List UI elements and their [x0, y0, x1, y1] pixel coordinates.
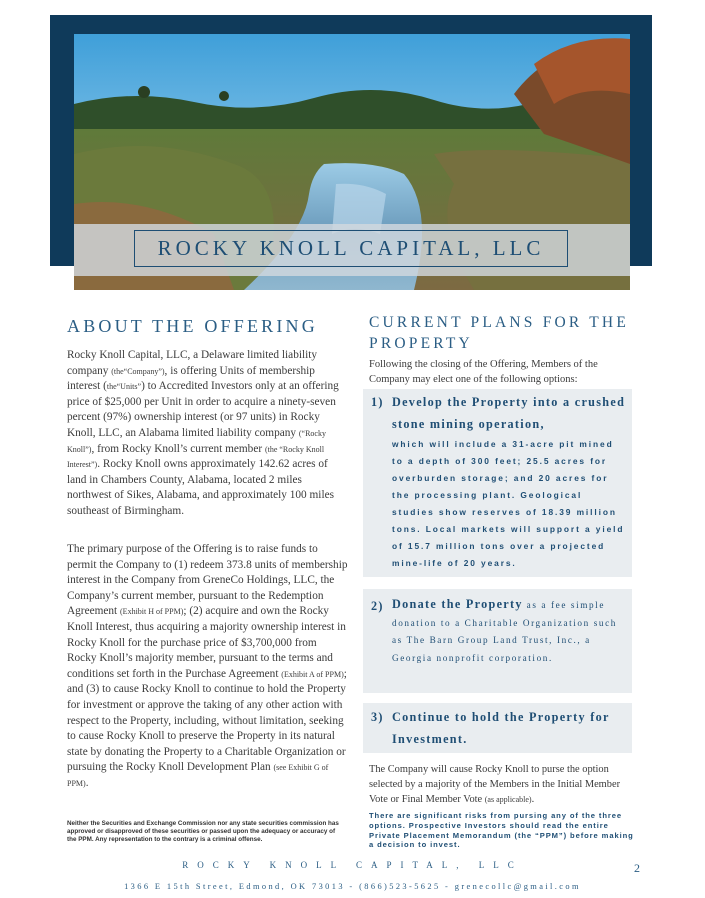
company-title: ROCKY KNOLL CAPITAL, LLC	[134, 230, 568, 267]
vote-paragraph	[369, 762, 634, 807]
text-run: ) to Accredited Investors only at an offering price of $25,000 per Unit in order to acquire a ninety-seven percent (97%) ownership interest (or 97 units) in Rocky Knoll, LLC, an Alabama limited liability company	[67, 380, 339, 439]
vote-note: (as applicable)	[484, 795, 532, 804]
inline-note: (the “Rocky Knoll Interest”)	[67, 444, 325, 470]
text-run: The primary purpose of the Offering is to raise funds to permit the Company to (1) redeem 373.8 units of membership interest in the Company from GreneCo Holdings, LLC, the Company’s current member, pursuant to the Redemption Agreement	[67, 543, 348, 618]
footer-company-name: ROCKY KNOLL CAPITAL, LLC	[182, 860, 523, 870]
risk-statement: There are significant risks from pursing any of the three options. Prospective Investors should read the entire Private Placement Memorandum (the “PPM”) before making a decision to invest.	[369, 811, 634, 850]
option-description-text: as a fee simple donation to a Charitable Organization such as The Barn Group Land Trust, Inc., a Georgia nonprofit corporation.	[392, 600, 617, 663]
inline-note: (Exhibit A of PPM)	[281, 669, 344, 679]
plans-intro: Following the closing of the Offering, Members of the Company may elect one of the following options:	[369, 359, 598, 385]
about-paragraph-1	[67, 348, 349, 520]
text-run: . Rocky Knoll owns approximately 142.62 acres of land in Chambers County, Alabama, located 2 miles northwest of Sikes, Alabama, and approximately 100 miles southeast of Birmingham.	[67, 458, 334, 517]
sec-disclaimer: Neither the Securities and Exchange Commission nor any state securities commission has approved or disapproved of these securities or passed upon the adequacy or accuracy of the PPM. Any representation to the contrary is a criminal offense.	[67, 820, 339, 843]
inline-note: (see Exhibit G of PPM)	[67, 763, 329, 788]
option-number: 1)	[371, 395, 384, 409]
page-number: 2	[634, 861, 640, 875]
text-run: ; and (3) to cause Rocky Knoll to continue to hold the Property for investment or approve the taking of any other action with respect to the Property, including, without limitation, seeking to cause Rocky Knoll to preserve the Property in its natural state by donating the Property to a Charitable Organization or pursuing the Rocky Knoll Development Plan	[67, 667, 347, 774]
inline-note: (“Rocky Knoll”)	[67, 428, 326, 454]
about-heading: ABOUT THE OFFERING	[67, 316, 318, 336]
option-title: Develop the Property into a crushed stone mining operation,	[392, 395, 626, 431]
inline-note: (the“Company”)	[111, 366, 165, 376]
option-description	[392, 596, 628, 667]
option-2-box	[363, 589, 632, 693]
text-run: Rocky Knoll Capital, LLC, a Delaware limited liability company	[67, 349, 318, 377]
plans-heading: CURRENT PLANS FOR THE PROPERTY	[369, 314, 629, 352]
about-paragraph-2	[67, 542, 349, 792]
option-3-box	[363, 703, 632, 753]
inline-note: the“Units”	[106, 382, 142, 392]
text-run: , is offering Units of membership interest (	[67, 364, 315, 393]
option-description: which will include a 31-acre pit mined to a depth of 300 feet; 25.5 acres for overburden storage; and 20 acres for the processing plant. Geological studies show reserves of 18.39 million tons. Local markets will support a yield of 15.7 million tons over a projected mine-life of 20 years.	[392, 439, 625, 568]
footer-address: 1366 E 15th Street, Edmond, OK 73013 - (866)523-5625 - grenecollc@gmail.com	[124, 882, 581, 891]
text-run: , from Rocky Knoll’s current member	[91, 442, 265, 455]
option-1-box	[363, 389, 632, 577]
option-number: 3)	[371, 710, 384, 724]
vote-end: .	[531, 794, 535, 805]
vote-text: The Company will cause Rocky Knoll to purse the option selected by a majority of the Members in the Initial Member Vote or Final Member Vote	[369, 764, 621, 805]
option-title: Donate the Property	[392, 597, 523, 611]
text-run: .	[85, 776, 89, 789]
text-run: ; (2) acquire and own the Rocky Knoll Interest, thus acquiring a majority ownership interest in Rocky Knoll for the purchase price of $3,700,000 from Rocky Knoll’s majority member, pursuant to the terms and conditions set forth in the Purchase Agreement	[67, 605, 346, 680]
option-number: 2)	[371, 599, 384, 613]
option-title: Continue to hold the Property for Investment.	[392, 710, 610, 746]
inline-note: (Exhibit H of PPM)	[120, 607, 184, 617]
